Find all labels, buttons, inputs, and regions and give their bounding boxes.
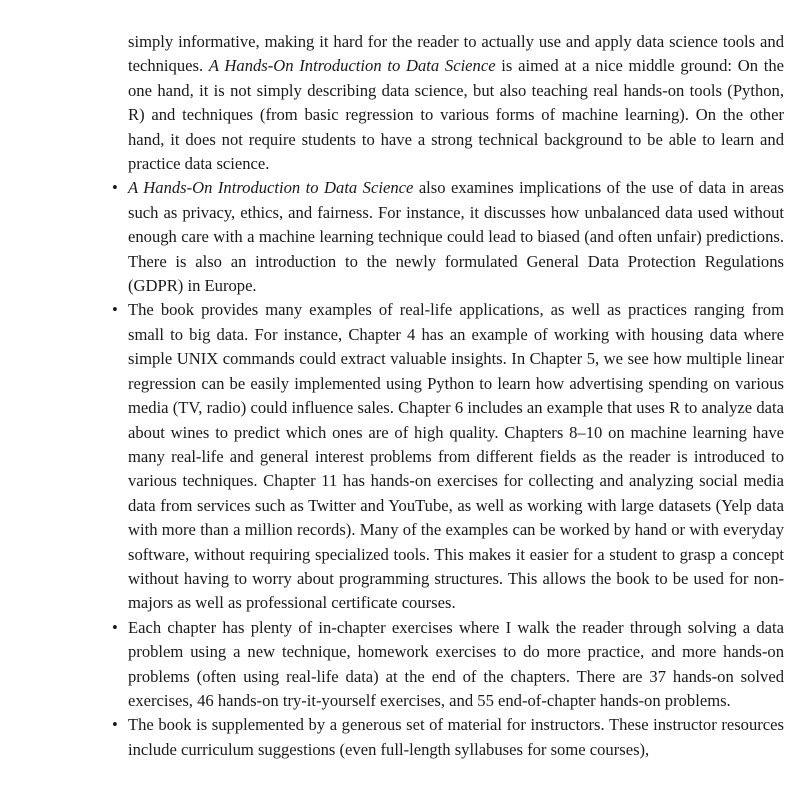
text-run: simply informative, making it hard for the reader to actually use and apply data science tools and techniques. <box>128 32 784 76</box>
text-run: Each chapter has plenty of in-chapter exercises where I walk the reader through solving a data problem using a new technique, homework exercises to do more practice, and more hands-on problems (often using real-life data) at the end of the chapters. There are 37 hands-on solved exercises, 46 hands-on try-it-yourself exercises, and 55 end-of-chapter hands-on problems. <box>128 617 784 710</box>
bullet-marker: • <box>112 715 118 735</box>
bullet-marker: • <box>112 300 118 320</box>
bullet-item <box>112 176 784 298</box>
bullet-list <box>112 176 784 762</box>
bullet-item <box>112 616 784 714</box>
body-text <box>112 30 784 762</box>
text-run: The book is supplemented by a generous set of material for instructors. These instructor resources include curriculum suggestions (even full-length syllabuses for some courses), <box>128 715 784 759</box>
bullet-marker: • <box>112 617 118 637</box>
text-run: is aimed at a nice middle ground: On the one hand, it is not simply describing data science, but also teaching real hands-on tools (Python, R) and techniques (from basic regression to various forms of machine learning). On the other hand, it does not require students to have a strong technical background to be able to learn and practice data science. <box>128 56 784 174</box>
book-title-italic: A Hands-On Introduction to Data Science <box>128 178 414 198</box>
book-title-italic: A Hands-On Introduction to Data Science <box>208 56 496 76</box>
bullet-item <box>112 713 784 762</box>
bullet-item <box>112 298 784 615</box>
continuation-paragraph <box>128 30 784 176</box>
bullet-marker: • <box>112 178 118 198</box>
text-run: also examines implications of the use of data in areas such as privacy, ethics, and fairness. For instance, it discusses how unbalanced data used without enough care with a machine learning technique could lead to biased (and often unfair) predictions. There is also an introduction to the newly formulated General Data Protection Regulations (GDPR) in Europe. <box>128 178 784 296</box>
text-run: The book provides many examples of real-life applications, as well as practices ranging from small to big data. For instance, Chapter 4 has an example of working with housing data where simple UNIX commands could extract valuable insights. In Chapter 5, we see how multiple linear regression can be easily implemented using Python to learn how advertising spending on various media (TV, radio) could influence sales. Chapter 6 includes an example that uses R to analyze data about wines to predict which ones are of high quality. Chapters 8–10 on machine learning have many real-life and general interest problems from different fields as the reader is introduced to various techniques. Chapter 11 has hands-on exercises for collecting and analyzing social media data from services such as Twitter and YouTube, as well as working with large datasets (Yelp data with more than a million records). Many of the examples can be worked by hand or with everyday software, without requiring specialized tools. This makes it easier for a student to grasp a concept without having to worry about programming structures. This allows the book to be used for non-majors as well as professional certificate courses. <box>128 300 784 613</box>
